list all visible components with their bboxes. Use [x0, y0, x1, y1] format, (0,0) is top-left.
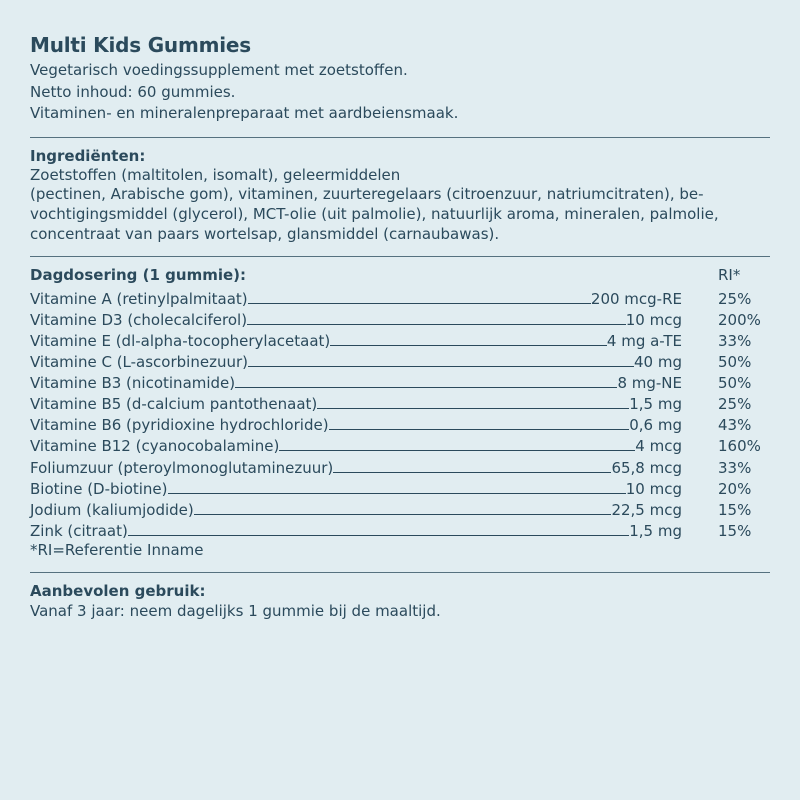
leader-line — [330, 345, 607, 346]
dosage-row — [30, 413, 770, 434]
ingredients-line: (pectinen, Arabische gom), vitaminen, zuurteregelaars (citroenzuur, natriumcitraten), be- — [30, 185, 704, 204]
nutrient-name: Vitamine B12 (cyanocobalamine) — [30, 437, 280, 456]
nutrient-ri: 160% — [718, 437, 761, 456]
nutrient-name: Vitamine D3 (cholecalciferol) — [30, 310, 248, 329]
nutrient-ri: 15% — [718, 521, 752, 540]
usage-heading: Aanbevolen gebruik: — [30, 582, 206, 601]
nutrient-name: Vitamine B3 (nicotinamide) — [30, 374, 236, 393]
leader-line — [317, 408, 629, 409]
dosage-header-row — [30, 265, 770, 287]
ri-column-heading: RI* — [718, 265, 741, 284]
nutrient-name: Jodium (kaliumjodide) — [30, 500, 194, 519]
nutrient-amount: 10 mcg — [625, 479, 682, 498]
dosage-table — [30, 265, 770, 562]
nutrient-amount: 4 mg a-TE — [606, 331, 682, 350]
nutrient-name: Vitamine C (L-ascorbinezuur) — [30, 353, 248, 372]
usage-section — [30, 581, 770, 623]
dosage-row — [30, 477, 770, 498]
nutrient-name: Vitamine E (dl-alpha-tocopherylacetaat) — [30, 331, 331, 350]
nutrient-ri: 15% — [718, 500, 752, 519]
ri-footnote: *RI=Referentie Inname — [30, 540, 204, 559]
ingredients-line: concentraat van paars wortelsap, glansmiddel (carnaubawas). — [30, 224, 500, 243]
leader-line — [168, 493, 626, 494]
nutrient-ri: 50% — [718, 374, 752, 393]
nutrient-ri: 25% — [718, 395, 752, 414]
product-title: Multi Kids Gummies — [30, 33, 251, 57]
dosage-row — [30, 350, 770, 371]
leader-line — [128, 535, 629, 536]
nutrient-amount: 0,6 mg — [629, 416, 682, 435]
nutrient-amount: 22,5 mcg — [611, 500, 682, 519]
dosage-row — [30, 455, 770, 476]
nutrient-ri: 50% — [718, 353, 752, 372]
nutrient-name: Biotine (D-biotine) — [30, 479, 168, 498]
dosage-rows — [30, 287, 770, 540]
usage-text: Vanaf 3 jaar: neem dagelijks 1 gummie bij de maaltijd. — [30, 602, 441, 621]
nutrient-ri: 43% — [718, 416, 752, 435]
nutrient-ri: 200% — [718, 310, 761, 329]
dosage-row — [30, 519, 770, 540]
ingredients-section — [30, 146, 770, 245]
nutrient-amount: 1,5 mg — [629, 521, 682, 540]
nutrient-ri: 20% — [718, 479, 752, 498]
leader-line — [248, 303, 591, 304]
nutrient-ri: 33% — [718, 458, 752, 477]
dosage-row — [30, 392, 770, 413]
leader-line — [194, 514, 612, 515]
dosage-row — [30, 498, 770, 519]
nutrient-amount: 1,5 mg — [629, 395, 682, 414]
nutrient-amount: 65,8 mcg — [611, 458, 682, 477]
ingredients-heading: Ingrediënten: — [30, 146, 146, 165]
nutrient-amount: 40 mg — [634, 353, 682, 372]
leader-line — [235, 387, 617, 388]
dosage-row — [30, 371, 770, 392]
nutrient-name: Vitamine A (retinylpalmitaat) — [30, 289, 248, 308]
nutrient-amount: 8 mg-NE — [617, 374, 682, 393]
nutrient-amount: 4 mcg — [635, 437, 682, 456]
dosage-row — [30, 434, 770, 455]
dosage-row — [30, 329, 770, 350]
ingredients-line: Zoetstoffen (maltitolen, isomalt), geleermiddelen — [30, 165, 401, 184]
product-header — [30, 32, 770, 125]
nutrient-ri: 33% — [718, 331, 752, 350]
nutrient-amount: 200 mcg-RE — [590, 289, 682, 308]
nutrient-name: Foliumzuur (pteroylmonoglutaminezuur) — [30, 458, 334, 477]
nutrient-ri: 25% — [718, 289, 752, 308]
leader-line — [333, 472, 611, 473]
product-description: Vegetarisch voedingssupplement met zoetstoffen. — [30, 61, 408, 79]
product-net-content: Netto inhoud: 60 gummies. — [30, 82, 236, 101]
nutrient-amount: 10 mcg — [625, 310, 682, 329]
dosage-row — [30, 287, 770, 308]
leader-line — [248, 366, 634, 367]
nutrient-name: Vitamine B6 (pyridioxine hydrochloride) — [30, 416, 329, 435]
dosage-heading: Dagdosering (1 gummie): — [30, 265, 246, 284]
nutrient-name: Zink (citraat) — [30, 521, 128, 540]
nutrient-name: Vitamine B5 (d-calcium pantothenaat) — [30, 395, 318, 414]
ingredients-line: vochtigingsmiddel (glycerol), MCT-olie (uit palmolie), natuurlijk aroma, mineralen, palmolie, — [30, 205, 719, 224]
product-preparation: Vitaminen- en mineralenpreparaat met aardbeiensmaak. — [30, 104, 459, 122]
leader-line — [279, 450, 635, 451]
leader-line — [247, 324, 626, 325]
leader-line — [329, 429, 630, 430]
dosage-row — [30, 308, 770, 329]
